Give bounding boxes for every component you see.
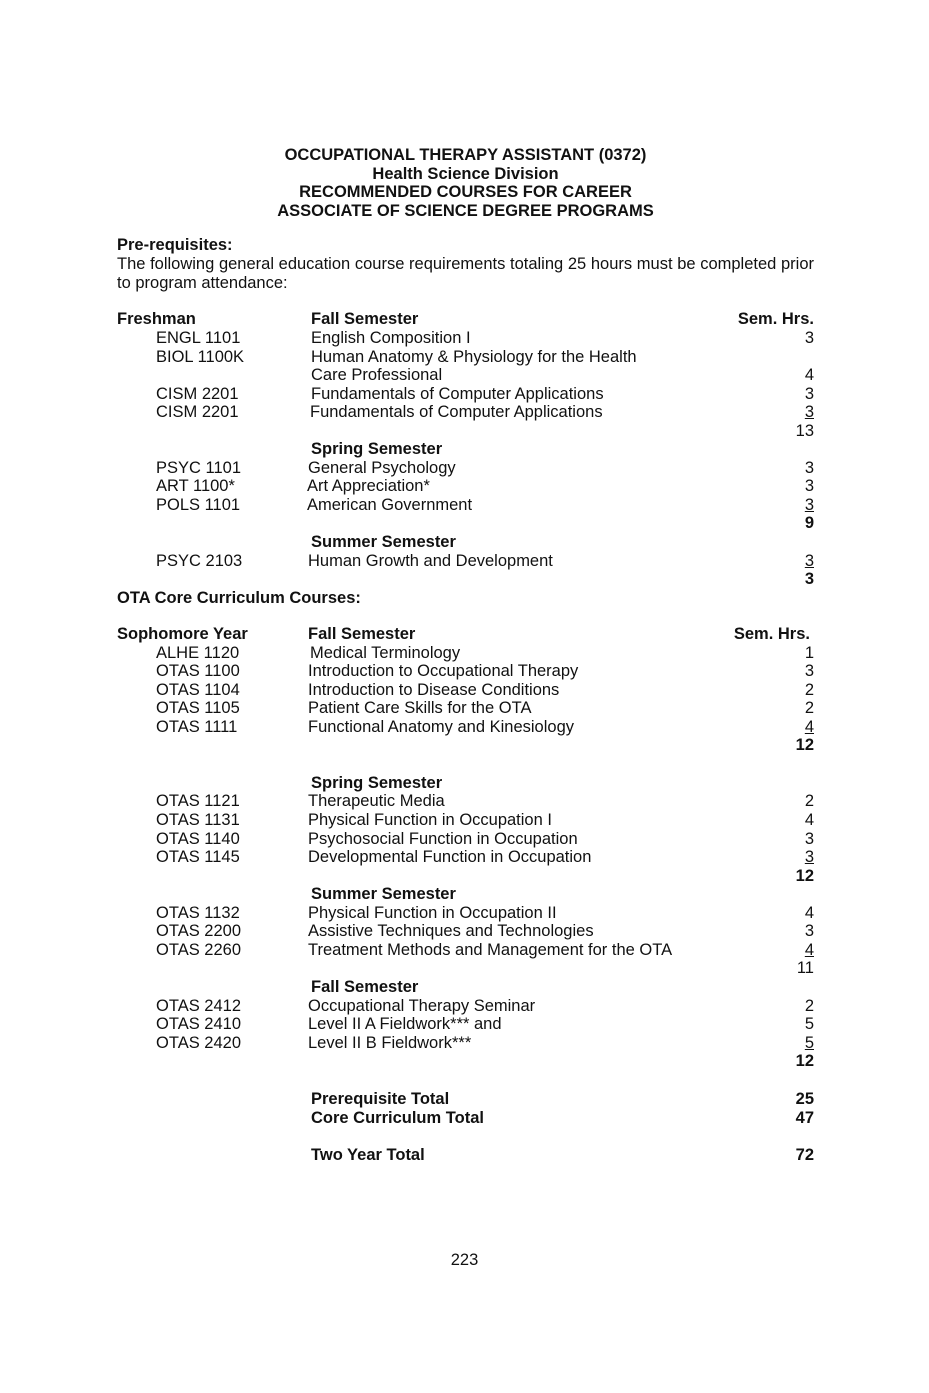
course-code: OTAS 1105 xyxy=(156,699,240,717)
course-code: OTAS 1132 xyxy=(156,904,240,922)
course-hours: 3 xyxy=(804,662,814,680)
course-hours: 2 xyxy=(804,792,814,810)
course-title: Therapeutic Media xyxy=(308,792,445,810)
course-code: ALHE 1120 xyxy=(156,644,240,662)
sophomore-hours-heading: Sem. Hrs. xyxy=(733,625,810,643)
course-code: POLS 1101 xyxy=(156,496,241,514)
page-number: 223 xyxy=(450,1251,479,1269)
course-title: Physical Function in Occupation II xyxy=(308,904,557,922)
semester-total: 9 xyxy=(804,514,814,532)
course-title: Developmental Function in Occupation xyxy=(308,848,592,866)
freshman-summer-heading: Summer Semester xyxy=(311,533,456,551)
semester-total: 13 xyxy=(795,422,814,440)
core-total-label: Core Curriculum Total xyxy=(311,1109,484,1127)
core-total-value: 47 xyxy=(795,1109,814,1127)
semester-total: 12 xyxy=(795,867,814,885)
course-hours: 5 xyxy=(804,1034,814,1052)
course-hours: 3 xyxy=(804,496,814,514)
course-code: PSYC 2103 xyxy=(156,552,243,570)
course-title: Psychosocial Function in Occupation xyxy=(308,830,578,848)
course-title: Patient Care Skills for the OTA xyxy=(308,699,532,717)
course-title: Fundamentals of Computer Applications xyxy=(311,385,604,403)
two-year-total-value: 72 xyxy=(795,1146,814,1164)
division-name: Health Science Division xyxy=(372,164,559,183)
course-code: OTAS 1131 xyxy=(156,811,240,829)
course-hours: 3 xyxy=(804,477,814,495)
course-title: Functional Anatomy and Kinesiology xyxy=(308,718,574,736)
prereq-total-value: 25 xyxy=(795,1090,814,1108)
course-title: Human Anatomy & Physiology for the Health xyxy=(311,348,637,366)
document-header xyxy=(117,146,814,220)
course-hours: 5 xyxy=(804,1015,814,1033)
course-code: OTAS 2420 xyxy=(156,1034,241,1052)
course-code: OTAS 1100 xyxy=(156,662,240,680)
two-year-total-label: Two Year Total xyxy=(311,1146,425,1164)
course-hours: 2 xyxy=(804,681,814,699)
course-code: BIOL 1100K xyxy=(156,348,245,366)
course-title: Level II A Fieldwork*** and xyxy=(308,1015,502,1033)
course-hours: 3 xyxy=(804,552,814,570)
sophomore-fall2-heading: Fall Semester xyxy=(311,978,419,996)
course-hours: 2 xyxy=(804,997,814,1015)
course-title: Introduction to Occupational Therapy xyxy=(308,662,579,680)
course-title: Introduction to Disease Conditions xyxy=(308,681,560,699)
header-line-3: RECOMMENDED COURSES FOR CAREER xyxy=(299,183,632,201)
course-code: OTAS 1140 xyxy=(156,830,240,848)
sophomore-spring-heading: Spring Semester xyxy=(311,774,443,792)
course-hours: 4 xyxy=(804,941,814,959)
freshman-spring-heading: Spring Semester xyxy=(311,440,443,458)
prereq-heading: Pre-requisites: xyxy=(117,236,233,254)
course-title: Physical Function in Occupation I xyxy=(308,811,552,829)
course-title: Medical Terminology xyxy=(310,644,461,662)
course-code: CISM 2201 xyxy=(156,385,239,403)
course-title: Occupational Therapy Seminar xyxy=(308,997,536,1015)
course-code: OTAS 2412 xyxy=(156,997,241,1015)
semester-total: 12 xyxy=(795,1052,814,1070)
course-hours: 3 xyxy=(804,830,814,848)
prereq-text: The following general education course requirements totaling 25 hours must be completed prior to program attendance: xyxy=(117,255,814,292)
course-code: PSYC 1101 xyxy=(156,459,241,477)
course-hours: 4 xyxy=(804,718,814,736)
semester-total: 11 xyxy=(796,959,814,977)
course-code: OTAS 2200 xyxy=(156,922,241,940)
header-line-4: ASSOCIATE OF SCIENCE DEGREE PROGRAMS xyxy=(277,201,654,220)
course-title: General Psychology xyxy=(308,459,456,477)
semester-total: 12 xyxy=(795,736,814,754)
course-title: Human Growth and Development xyxy=(308,552,553,570)
sophomore-summer-heading: Summer Semester xyxy=(311,885,456,903)
course-title: Level II B Fieldwork*** xyxy=(308,1034,472,1052)
core-heading: OTA Core Curriculum Courses: xyxy=(117,589,361,607)
prereq-total-label: Prerequisite Total xyxy=(311,1090,450,1108)
course-title: Fundamentals of Computer Applications xyxy=(310,403,603,421)
course-code: OTAS 2260 xyxy=(156,941,241,959)
course-code: CISM 2201 xyxy=(156,403,239,421)
course-title: Treatment Methods and Management for the OTA xyxy=(308,941,673,959)
course-hours: 3 xyxy=(804,922,814,940)
course-code: OTAS 1104 xyxy=(156,681,240,699)
course-hours: 4 xyxy=(804,366,814,384)
course-code: OTAS 1121 xyxy=(156,792,240,810)
course-title: American Government xyxy=(307,496,473,514)
course-code: ART 1100* xyxy=(156,477,235,495)
course-hours: 2 xyxy=(804,699,814,717)
course-title: English Composition I xyxy=(311,329,471,347)
course-code: OTAS 1111 xyxy=(156,718,238,736)
course-title: Assistive Techniques and Technologies xyxy=(308,922,594,940)
course-hours: 3 xyxy=(804,403,814,421)
course-title-continued: Care Professional xyxy=(311,366,443,384)
freshman-label: Freshman xyxy=(117,310,196,328)
course-hours: 4 xyxy=(804,811,814,829)
course-code: OTAS 2410 xyxy=(156,1015,241,1033)
course-code: ENGL 1101 xyxy=(156,329,241,347)
course-hours: 3 xyxy=(804,329,814,347)
course-hours: 3 xyxy=(804,459,814,477)
course-title: Art Appreciation* xyxy=(307,477,430,495)
course-code: OTAS 1145 xyxy=(156,848,240,866)
course-hours: 1 xyxy=(804,644,814,662)
semester-total: 3 xyxy=(804,570,814,588)
course-hours: 3 xyxy=(804,848,814,866)
sophomore-fall-heading: Fall Semester xyxy=(308,625,416,643)
sophomore-label: Sophomore Year xyxy=(117,625,248,643)
course-hours: 3 xyxy=(804,385,814,403)
course-hours: 4 xyxy=(804,904,814,922)
program-title: OCCUPATIONAL THERAPY ASSISTANT (0372) xyxy=(284,146,647,164)
freshman-hours-heading: Sem. Hrs. xyxy=(737,310,814,328)
freshman-fall-heading: Fall Semester xyxy=(311,310,419,328)
